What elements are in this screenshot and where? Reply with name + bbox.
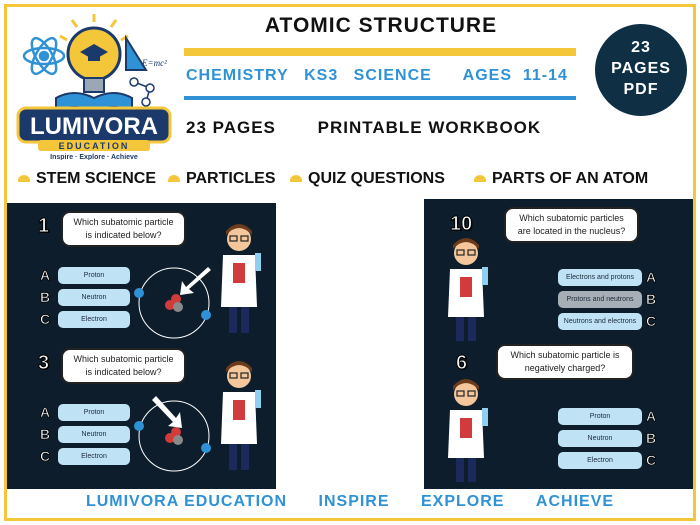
tag-parts-of-atom: PARTS OF AN ATOM xyxy=(474,170,648,188)
footer-explore: EXPLORE xyxy=(420,493,505,510)
option-electron[interactable]: Electron xyxy=(558,452,642,469)
subject-science: SCIENCE xyxy=(353,67,432,84)
question-bubble: Which subatomic particle is negatively charged? xyxy=(496,344,634,380)
option-proton[interactable]: Proton xyxy=(558,408,642,425)
option-electron[interactable]: Electron xyxy=(58,448,130,465)
option-neutron[interactable]: Neutron xyxy=(58,289,130,306)
atom-diagram xyxy=(134,263,214,343)
workbook-label: PRINTABLE WORKBOOK xyxy=(317,118,542,137)
footer-banner xyxy=(0,493,700,511)
footer-inspire: INSPIRE xyxy=(318,493,390,510)
molecule-icon xyxy=(130,78,154,106)
title-divider xyxy=(184,48,576,56)
option-neutron[interactable]: Neutron xyxy=(558,430,642,447)
option-letter-c: C xyxy=(40,311,51,327)
bulb-dot-icon xyxy=(474,175,486,182)
subject-divider xyxy=(184,96,576,100)
question-bubble: Which subatomic particles are located in the nucleus? xyxy=(504,207,639,243)
question-number: 3 xyxy=(38,352,50,374)
subject-chemistry: CHEMISTRY xyxy=(186,67,289,84)
subject-ks3: KS3 xyxy=(304,67,339,84)
pages-pdf-badge xyxy=(595,24,687,116)
badge-count: 23 xyxy=(631,39,651,56)
option-letter-b: B xyxy=(646,291,657,307)
quiz-card-1 xyxy=(6,203,276,346)
option-electrons-protons[interactable]: Electrons and protons xyxy=(558,269,642,286)
option-letter-b: B xyxy=(40,289,51,305)
tag-quiz-questions: QUIZ QUESTIONS xyxy=(290,170,445,188)
bulb-dot-icon xyxy=(290,175,302,182)
question-number: 6 xyxy=(456,352,468,374)
option-letter-c: C xyxy=(646,452,657,468)
option-letter-a: A xyxy=(646,269,657,285)
topic-tags xyxy=(18,170,688,192)
quiz-card-6 xyxy=(424,344,694,489)
brand-tagline: Inspire · Explore · Achieve xyxy=(50,154,138,160)
pages-line xyxy=(186,118,577,138)
option-protons-neutrons[interactable]: Protons and neutrons xyxy=(558,291,642,308)
option-neutron[interactable]: Neutron xyxy=(58,426,130,443)
brand-name: LUMIVORA xyxy=(30,113,158,140)
option-letter-c: C xyxy=(646,313,657,329)
question-bubble: Which subatomic particle is indicated below? xyxy=(61,348,186,384)
option-letter-a: A xyxy=(40,267,51,283)
quiz-card-10 xyxy=(424,199,694,344)
badge-pages: PAGES xyxy=(611,60,671,77)
footer-brand: LUMIVORA EDUCATION xyxy=(85,493,288,510)
bulb-dot-icon xyxy=(168,175,180,182)
option-letter-a: A xyxy=(40,404,51,420)
brand-sub: EDUCATION xyxy=(58,141,130,151)
subject-line xyxy=(186,67,578,85)
scientist-icon xyxy=(438,378,494,488)
option-letter-b: B xyxy=(40,426,51,442)
lightbulb-icon xyxy=(68,28,120,92)
option-letter-b: B xyxy=(646,430,657,446)
option-neutrons-electrons[interactable]: Neutrons and electrons xyxy=(558,313,642,330)
tag-stem-science: STEM SCIENCE xyxy=(18,170,156,188)
page-count: 23 PAGES xyxy=(186,118,276,137)
bulb-dot-icon xyxy=(18,175,30,182)
option-electron[interactable]: Electron xyxy=(58,311,130,328)
badge-pdf: PDF xyxy=(623,81,659,98)
scientist-icon xyxy=(438,237,494,347)
atom-diagram xyxy=(134,396,214,476)
subject-ages: AGES 11-14 xyxy=(462,67,568,84)
footer-achieve: ACHIEVE xyxy=(535,493,615,510)
lumivora-logo xyxy=(14,8,174,160)
option-proton[interactable]: Proton xyxy=(58,404,130,421)
option-proton[interactable]: Proton xyxy=(58,267,130,284)
question-number: 1 xyxy=(38,215,50,237)
scientist-icon xyxy=(211,360,267,480)
scientist-icon xyxy=(211,223,267,343)
tag-particles: PARTICLES xyxy=(168,170,275,188)
option-letter-c: C xyxy=(40,448,51,464)
formula-text: E=mc² xyxy=(142,58,167,68)
page-title: ATOMIC STRUCTURE xyxy=(264,14,498,37)
quiz-card-3 xyxy=(6,346,276,489)
question-number: 10 xyxy=(450,213,473,235)
question-bubble: Which subatomic particle is indicated below? xyxy=(61,211,186,247)
option-letter-a: A xyxy=(646,408,657,424)
atom-icon xyxy=(24,35,64,78)
